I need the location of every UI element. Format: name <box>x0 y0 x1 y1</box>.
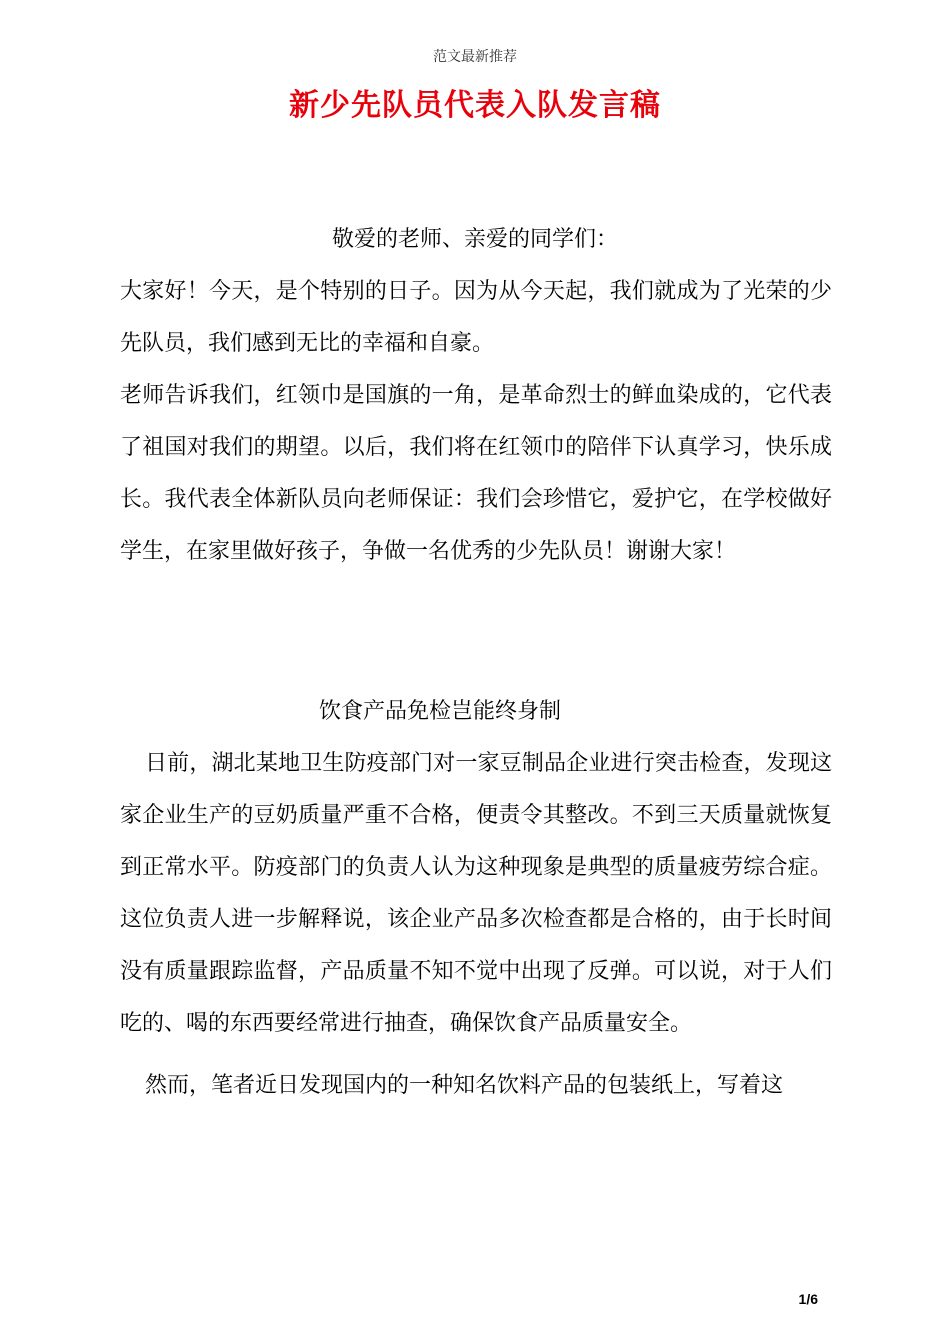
article-paragraph: 日前，湖北某地卫生防疫部门对一家豆制品企业进行突击检查，发现这家企业生产的豆奶质量严重不合格，便责令其整改。不到三天质量就恢复到正常水平。防疫部门的负责人认为这种现象是典型的质量疲劳综合症。这位负责人进一步解释说，该企业产品多次检查都是合格的，由于长时间没有质量跟踪监督，产品质量不知不觉中出现了反弹。可以说，对于人们吃的、喝的东西要经常进行抽查，确保饮食产品质量安全。 <box>120 751 832 1036</box>
document-title: 新少先队员代表入队发言稿 <box>289 88 661 123</box>
speech-body <box>120 266 832 578</box>
speech-paragraph: 大家好！今天，是个特别的日子。因为从今天起，我们就成为了光荣的少先队员，我们感到无比的幸福和自豪。 <box>120 279 832 356</box>
article-title: 饮食产品免检岂能终身制 <box>318 699 561 724</box>
speech-greeting: 敬爱的老师、亲爱的同学们： <box>331 227 618 252</box>
speech-paragraph: 老师告诉我们，红领巾是国旗的一角，是革命烈士的鲜血染成的，它代表了祖国对我们的期望。以后，我们将在红领巾的陪伴下认真学习，快乐成长。我代表全体新队员向老师保证：我们会珍惜它，爱护它，在学校做好学生，在家里做好孩子，争做一名优秀的少先队员！谢谢大家！ <box>120 383 832 564</box>
article-body <box>120 738 832 1112</box>
page-number: 1/6 <box>798 1291 818 1307</box>
page-header: 范文最新推荐 <box>433 49 517 65</box>
article-paragraph: 然而，笔者近日发现国内的一种知名饮料产品的包装纸上，写着这 <box>145 1073 784 1098</box>
